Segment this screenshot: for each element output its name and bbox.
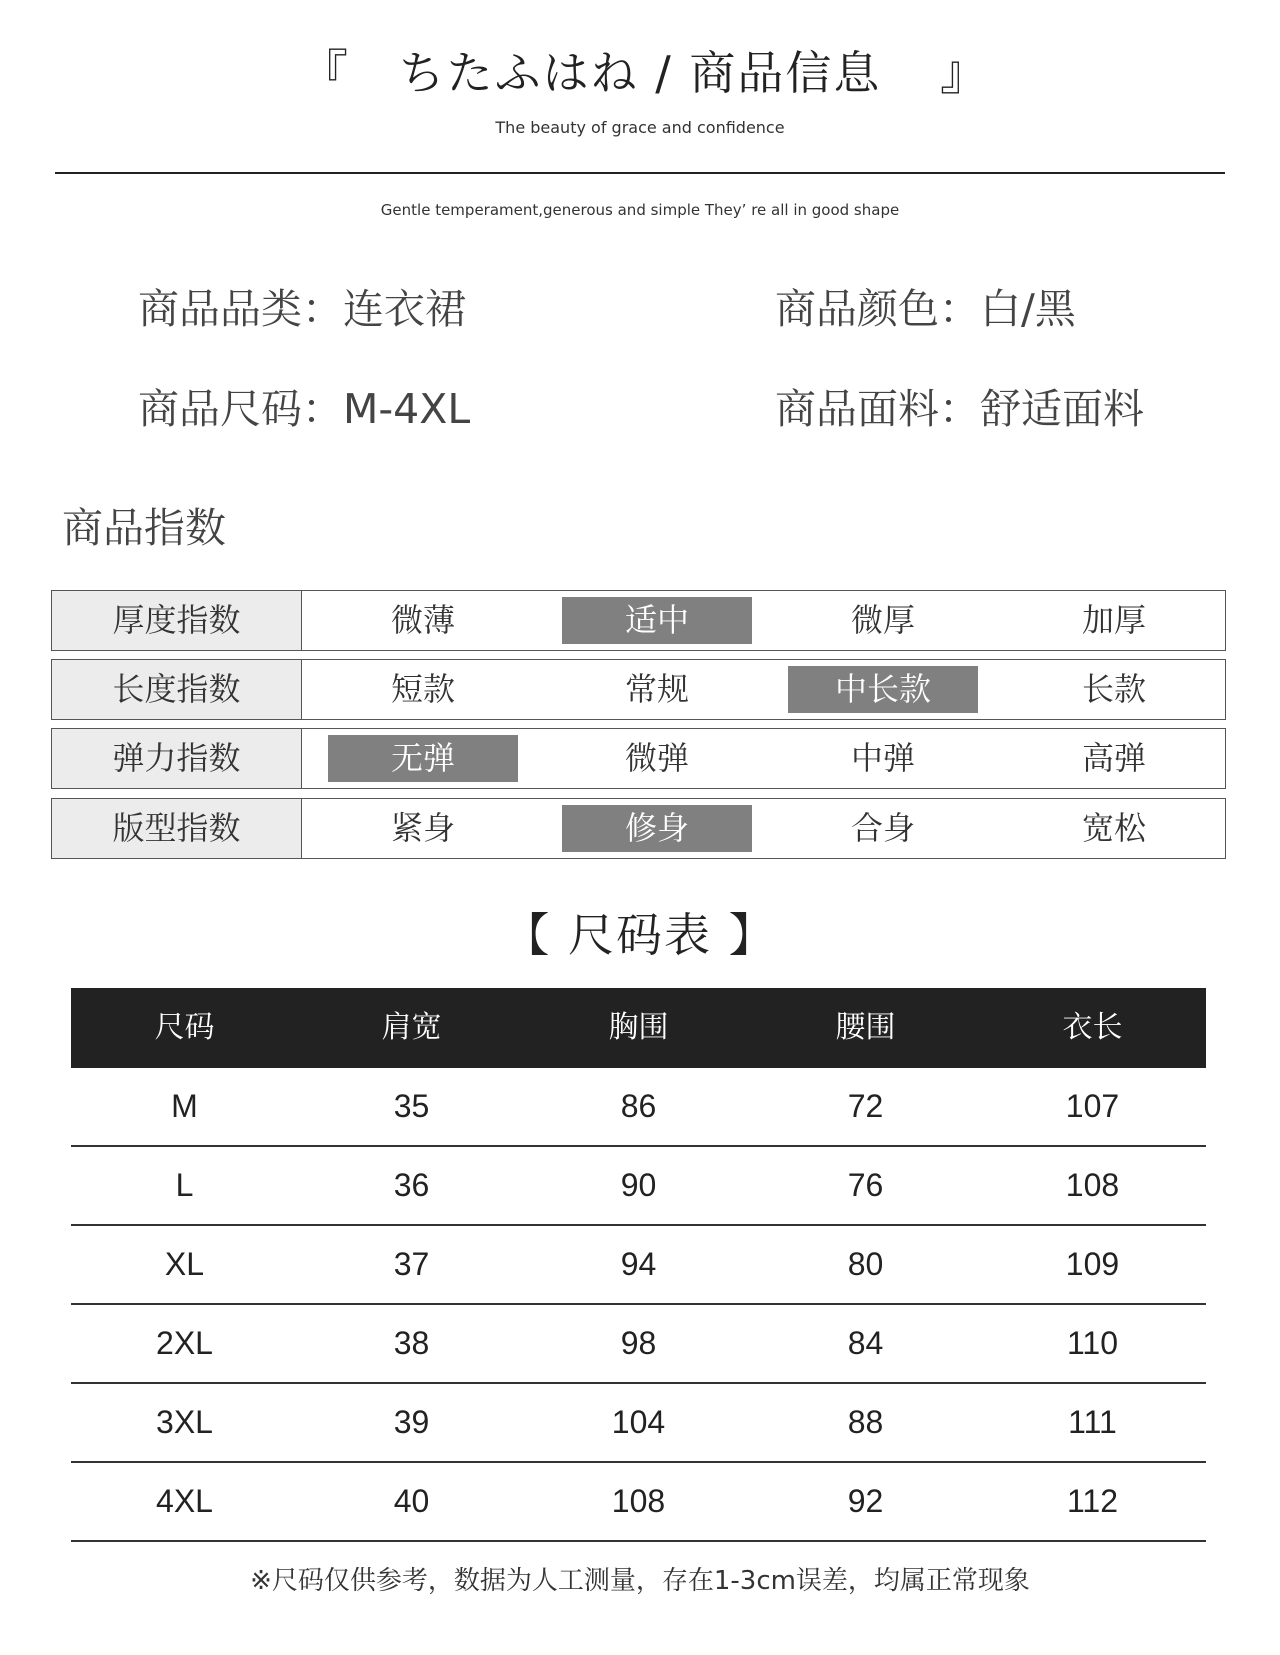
table-cell: 39 [393,1404,430,1440]
table-row [71,1147,1206,1226]
table-cell: 35 [393,1088,430,1124]
index-option-selected: 中长款 [788,666,978,713]
table-cell: 108 [611,1483,666,1519]
index-option: 合身 [850,809,915,847]
size-chart-body [71,1068,1206,1542]
index-row-label: 弹力指数 [52,729,302,788]
index-row-label: 版型指数 [52,799,302,858]
size-chart-column-header: 尺码 [154,1010,215,1045]
table-cell: 40 [393,1483,430,1519]
table-cell: 72 [847,1088,884,1124]
title-bracket-left: 『 [300,45,349,101]
index-option: 微弹 [624,739,689,777]
table-row [71,1463,1206,1542]
table-cell: M [171,1088,198,1124]
table-cell: XL [164,1246,205,1282]
table-cell: 76 [847,1167,884,1203]
size-chart-column-header: 肩宽 [381,1010,442,1045]
page-subtitle: The beauty of grace and confidence [495,118,785,137]
table-cell: 111 [1068,1404,1117,1440]
table-row [71,1305,1206,1384]
table-cell: 80 [847,1246,884,1282]
index-section-title: 商品指数 [62,504,226,552]
table-cell: 88 [847,1404,884,1440]
header-divider [55,172,1225,174]
table-row [71,1384,1206,1463]
size-chart-table [71,988,1206,1542]
table-cell: 104 [611,1404,666,1440]
size-chart-title: 【 尺码表 】 [503,908,777,962]
info-size: 商品尺码：M-4XL [138,385,471,433]
table-cell: 110 [1066,1325,1118,1361]
table-cell: L [175,1167,194,1203]
table-cell: 36 [393,1167,430,1203]
table-row [71,1068,1206,1147]
size-chart-column-header: 腰围 [835,1010,896,1045]
index-row [51,659,1226,720]
size-chart-column-header: 胸围 [608,1010,669,1045]
index-option: 高弹 [1081,739,1146,777]
table-cell: 109 [1065,1246,1120,1282]
table-cell: 92 [847,1483,884,1519]
table-cell: 4XL [156,1483,213,1519]
index-option-selected: 修身 [562,805,752,852]
index-row-label: 厚度指数 [52,591,302,650]
index-option: 加厚 [1081,601,1146,639]
info-category: 商品品类：连衣裙 [138,285,466,333]
index-row [51,728,1226,789]
table-cell: 98 [620,1325,657,1361]
table-cell: 37 [393,1246,430,1282]
index-option: 微厚 [850,601,915,639]
table-cell: 107 [1065,1088,1120,1124]
table-row [71,1226,1206,1305]
index-option: 短款 [390,670,455,708]
table-cell: 112 [1066,1483,1118,1519]
index-option: 微薄 [390,601,455,639]
index-row [51,798,1226,859]
title-bracket-right: 』 [940,45,989,101]
page-title: ちたふはね / 商品信息 [398,46,882,100]
index-row-label: 长度指数 [52,660,302,719]
index-option-selected: 适中 [562,597,752,644]
table-cell: 2XL [156,1325,213,1361]
measurement-note: ※尺码仅供参考，数据为人工测量，存在1-3cm误差，均属正常现象 [250,1566,1030,1596]
header-title-row [0,38,1280,108]
table-cell: 3XL [156,1404,213,1440]
index-option: 中弹 [850,739,915,777]
table-cell: 108 [1065,1167,1120,1203]
index-option: 宽松 [1081,809,1146,847]
table-cell: 94 [620,1246,657,1282]
table-cell: 38 [393,1325,430,1361]
table-cell: 86 [620,1088,657,1124]
info-color: 商品颜色：白/黑 [775,285,1076,333]
info-fabric: 商品面料：舒适面料 [775,385,1144,433]
index-option: 紧身 [390,809,455,847]
index-option-selected: 无弹 [328,735,518,782]
size-chart-column-header: 衣长 [1062,1010,1123,1045]
index-option: 长款 [1081,670,1146,708]
table-cell: 84 [847,1325,884,1361]
size-chart-header [71,988,1206,1068]
table-cell: 90 [620,1167,657,1203]
tagline: Gentle temperament,generous and simple They’ re all in good shape [380,201,900,219]
index-option: 常规 [624,670,689,708]
index-row [51,590,1226,651]
